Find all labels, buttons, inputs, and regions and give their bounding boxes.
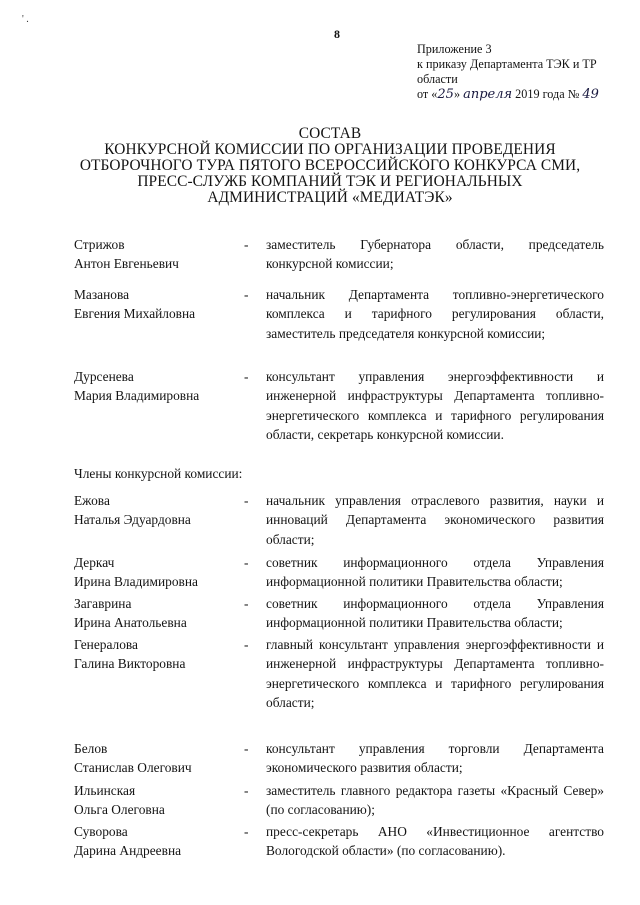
appendix-region: области [417, 72, 458, 86]
surname: Мазанова [74, 287, 130, 302]
surname: Загаврина [74, 596, 132, 611]
corner-marks: ' . [22, 14, 29, 25]
given-name: Евгения Михайловна [74, 306, 196, 322]
position-description: советник информационного отдела Управления информационной политики Правительства области; [266, 555, 604, 590]
given-name: Мария Владимировна [74, 388, 200, 404]
person-name [74, 235, 244, 274]
position-description: советник информационного отдела Управления информационной политики Правительства области; [266, 596, 604, 631]
person-name [74, 781, 244, 820]
given-name: Галина Викторовна [74, 656, 186, 672]
person-name [74, 553, 244, 592]
person-name [74, 635, 244, 674]
page-number: 8 [334, 27, 340, 41]
document-title [60, 126, 600, 206]
surname: Деркач [74, 555, 115, 570]
person-name [74, 739, 244, 778]
person-name [74, 594, 244, 633]
dash-separator: - [244, 493, 249, 508]
surname: Дурсенева [74, 369, 134, 384]
given-name: Дарина Андреевна [74, 843, 182, 859]
position-description: начальник Департамента топливно-энергетического комплекса и тарифного регулирования области, заместитель председателя конкурсной комиссии; [266, 287, 604, 341]
position-description: главный консультант управления энергоэффективности и инженерной инфраструктуры Департамента топливно-энергетического комплекса и тарифного регулирования области; [266, 637, 604, 711]
title-line-4: ПРЕСС-СЛУЖБ КОМПАНИЙ ТЭК И РЕГИОНАЛЬНЫХ [137, 173, 523, 190]
appendix-header [417, 42, 632, 102]
person-name [74, 285, 244, 324]
position-description: консультант управления торговли Департамента экономического развития области; [266, 741, 604, 776]
dash-separator: - [244, 783, 249, 798]
dash-separator: - [244, 369, 249, 384]
date-year: 2019 года [515, 87, 565, 101]
given-name: Ирина Владимировна [74, 574, 198, 590]
surname: Стрижов [74, 237, 125, 252]
position-description: заместитель главного редактора газеты «Красный Север» (по согласованию); [266, 783, 604, 818]
given-name: Ольга Олеговна [74, 802, 165, 818]
date-mid: » [453, 87, 461, 101]
given-name: Ирина Анатольевна [74, 615, 187, 631]
surname: Суворова [74, 824, 128, 839]
dash-separator: - [244, 287, 249, 302]
dash-separator: - [244, 741, 249, 756]
position-description: пресс-секретарь АНО «Инвестиционное агентство Вологодской области» (по согласованию). [266, 824, 604, 859]
position-description: заместитель Губернатора области, председатель конкурсной комиссии; [266, 237, 604, 272]
person-name [74, 367, 244, 406]
members-heading: Члены конкурсной комиссии: [74, 466, 243, 481]
appendix-order-ref: к приказу Департамента ТЭК и ТР [417, 57, 597, 71]
title-line-1: СОСТАВ [298, 125, 362, 142]
dash-separator: - [244, 237, 249, 252]
person-name [74, 491, 244, 530]
person-name [74, 822, 244, 861]
date-prefix: от « [417, 87, 438, 101]
given-name: Станислав Олегович [74, 760, 192, 776]
appendix-date-line [417, 87, 632, 102]
handwritten-month: апреля [463, 87, 513, 102]
surname: Ильинская [74, 783, 136, 798]
title-line-5: АДМИНИСТРАЦИЙ «МЕДИАТЭК» [207, 189, 453, 206]
position-description: начальник управления отраслевого развития, науки и инноваций Департамента экономического развития области; [266, 493, 604, 547]
position-description: консультант управления энергоэффективности и инженерной инфраструктуры Департамента топливно-энергетического комплекса и тарифного регулирования области, секретарь конкурсной комиссии. [266, 369, 604, 443]
dash-separator: - [244, 596, 249, 611]
dash-separator: - [244, 637, 249, 652]
title-line-2: КОНКУРСНОЙ КОМИССИИ ПО ОРГАНИЗАЦИИ ПРОВЕДЕНИЯ [104, 141, 556, 158]
title-line-3: ОТБОРОЧНОГО ТУРА ПЯТОГО ВСЕРОССИЙСКОГО КОНКУРСА СМИ, [79, 157, 581, 174]
dash-separator: - [244, 824, 249, 839]
dash-separator: - [244, 555, 249, 570]
handwritten-number: 49 [582, 87, 599, 102]
handwritten-day: 25 [437, 87, 454, 102]
surname: Белов [74, 741, 108, 756]
surname: Генералова [74, 637, 138, 652]
appendix-title: Приложение 3 [417, 42, 492, 56]
given-name: Наталья Эдуардовна [74, 512, 191, 528]
surname: Ежова [74, 493, 110, 508]
number-label: № [567, 87, 580, 101]
given-name: Антон Евгеньевич [74, 256, 179, 272]
